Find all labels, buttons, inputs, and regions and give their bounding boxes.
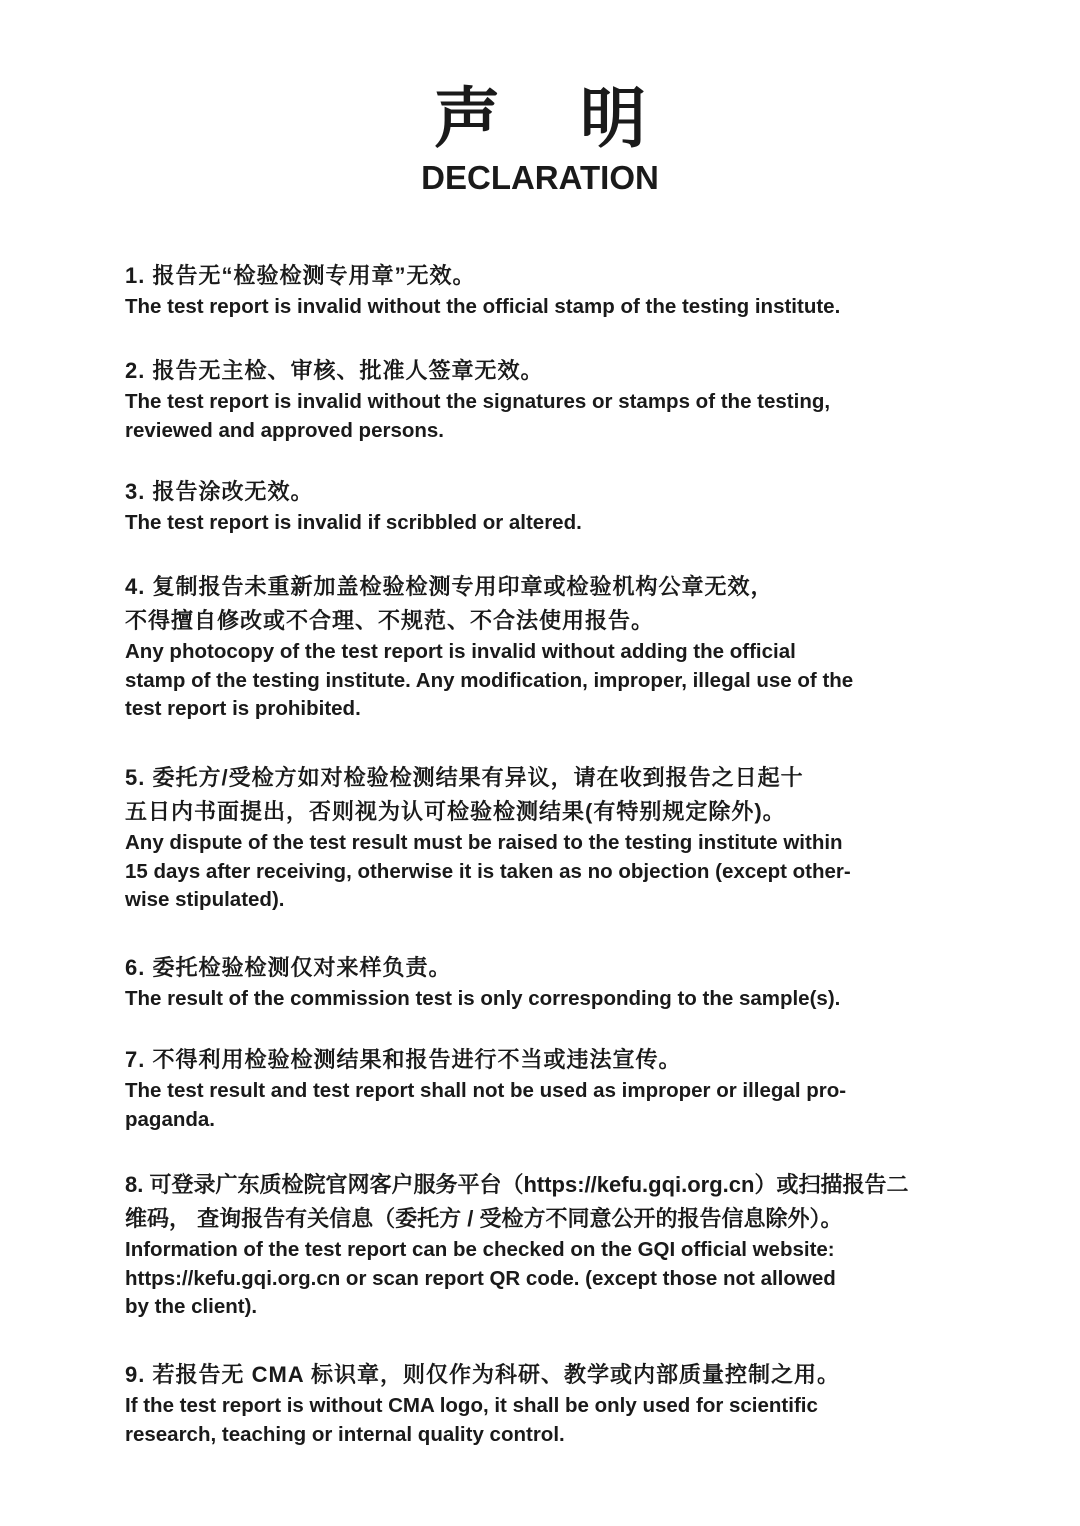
item-chinese-line: 8. 可登录广东质检院官网客户服务平台（https://kefu.gqi.org.cn）或扫描报告二 [125,1172,909,1197]
declaration-item-5 [125,761,957,915]
item-english-line: Any photocopy of the test report is invalid without adding the official [125,640,796,663]
item-english-line: test report is prohibited. [125,697,361,720]
item-english-line: wise stipulated). [125,888,285,911]
item-english-line: The test report is invalid without the official stamp of the testing institute. [125,295,841,318]
item-english-line: https://kefu.gqi.org.cn or scan report QR code. (except those not allowed [125,1266,836,1290]
item-english-line: Any dispute of the test result must be raised to the testing institute within [125,831,843,854]
item-chinese-text [125,570,957,638]
title-char-1: 声 [434,81,500,155]
item-chinese-text [125,951,957,985]
item-english-text [125,1077,957,1134]
item-chinese-text [125,1168,957,1236]
item-chinese-text [125,1043,957,1077]
item-english-line: The test result and test report shall not be used as improper or illegal pro- [125,1079,847,1102]
item-english-text [125,985,957,1014]
item-english-text [125,638,957,724]
item-english-line: research, teaching or internal quality control. [125,1422,565,1446]
declaration-item-4 [125,570,957,724]
item-english-line: paganda. [125,1107,215,1131]
item-chinese-text [125,259,957,293]
declaration-item-8 [125,1168,957,1322]
item-chinese-line: 维码， 查询报告有关信息（委托方 / 受检方不同意公开的报告信息除外）。 [125,1206,843,1231]
item-chinese-line: 五日内书面提出，否则视为认可检验检测结果(有特别规定除外)。 [125,799,786,824]
item-english-line: 15 days after receiving, otherwise it is taken as no objection (except other- [125,859,851,883]
item-chinese-text [125,1358,957,1392]
item-chinese-line: 1. 报告无“检验检测专用章”无效。 [125,263,476,288]
item-chinese-line: 7. 不得利用检验检测结果和报告进行不当或违法宣传。 [125,1047,682,1072]
item-chinese-line: 不得擅自修改或不合理、不规范、不合法使用报告。 [125,608,655,633]
item-chinese-line: 6. 委托检验检测仅对来样负责。 [125,955,452,980]
item-chinese-line: 9. 若报告无 CMA 标识章，则仅作为科研、教学或内部质量控制之用。 [125,1362,840,1387]
item-english-line: by the client). [125,1295,258,1318]
item-chinese-line: 3. 报告涂改无效。 [125,479,314,504]
item-english-line: If the test report is without CMA logo, it shall be only used for scientific [125,1394,818,1417]
declaration-item-1 [125,259,957,322]
item-english-text [125,1236,957,1322]
page-title-chinese [0,78,1080,158]
item-chinese-line: 4. 复制报告未重新加盖检验检测专用印章或检验机构公章无效， [125,574,774,599]
item-english-text [125,829,957,915]
item-english-line: The test report is invalid without the signatures or stamps of the testing, [125,390,831,413]
item-chinese-text [125,354,957,388]
declaration-item-2 [125,354,957,445]
page-title-english: DECLARATION [421,159,659,196]
item-chinese-line: 5. 委托方/受检方如对检验检测结果有异议，请在收到报告之日起十 [125,765,804,790]
item-chinese-text [125,761,957,829]
declaration-item-6 [125,951,957,1014]
item-english-line: reviewed and approved persons. [125,418,444,442]
item-english-line: stamp of the testing institute. Any modification, improper, illegal use of the [125,668,854,692]
title-char-2: 明 [580,81,646,155]
item-english-text [125,293,957,322]
declaration-item-7 [125,1043,957,1134]
item-english-line: The test report is invalid if scribbled or altered. [125,511,582,534]
item-english-line: Information of the test report can be checked on the GQI official website: [125,1238,835,1261]
item-english-line: The result of the commission test is only corresponding to the sample(s). [125,987,841,1010]
item-chinese-line: 2. 报告无主检、审核、批准人签章无效。 [125,358,544,383]
item-chinese-text [125,475,957,509]
item-english-text [125,388,957,445]
declaration-item-3 [125,475,957,538]
declaration-item-9 [125,1358,957,1449]
item-english-text [125,1392,957,1449]
item-english-text [125,509,957,538]
